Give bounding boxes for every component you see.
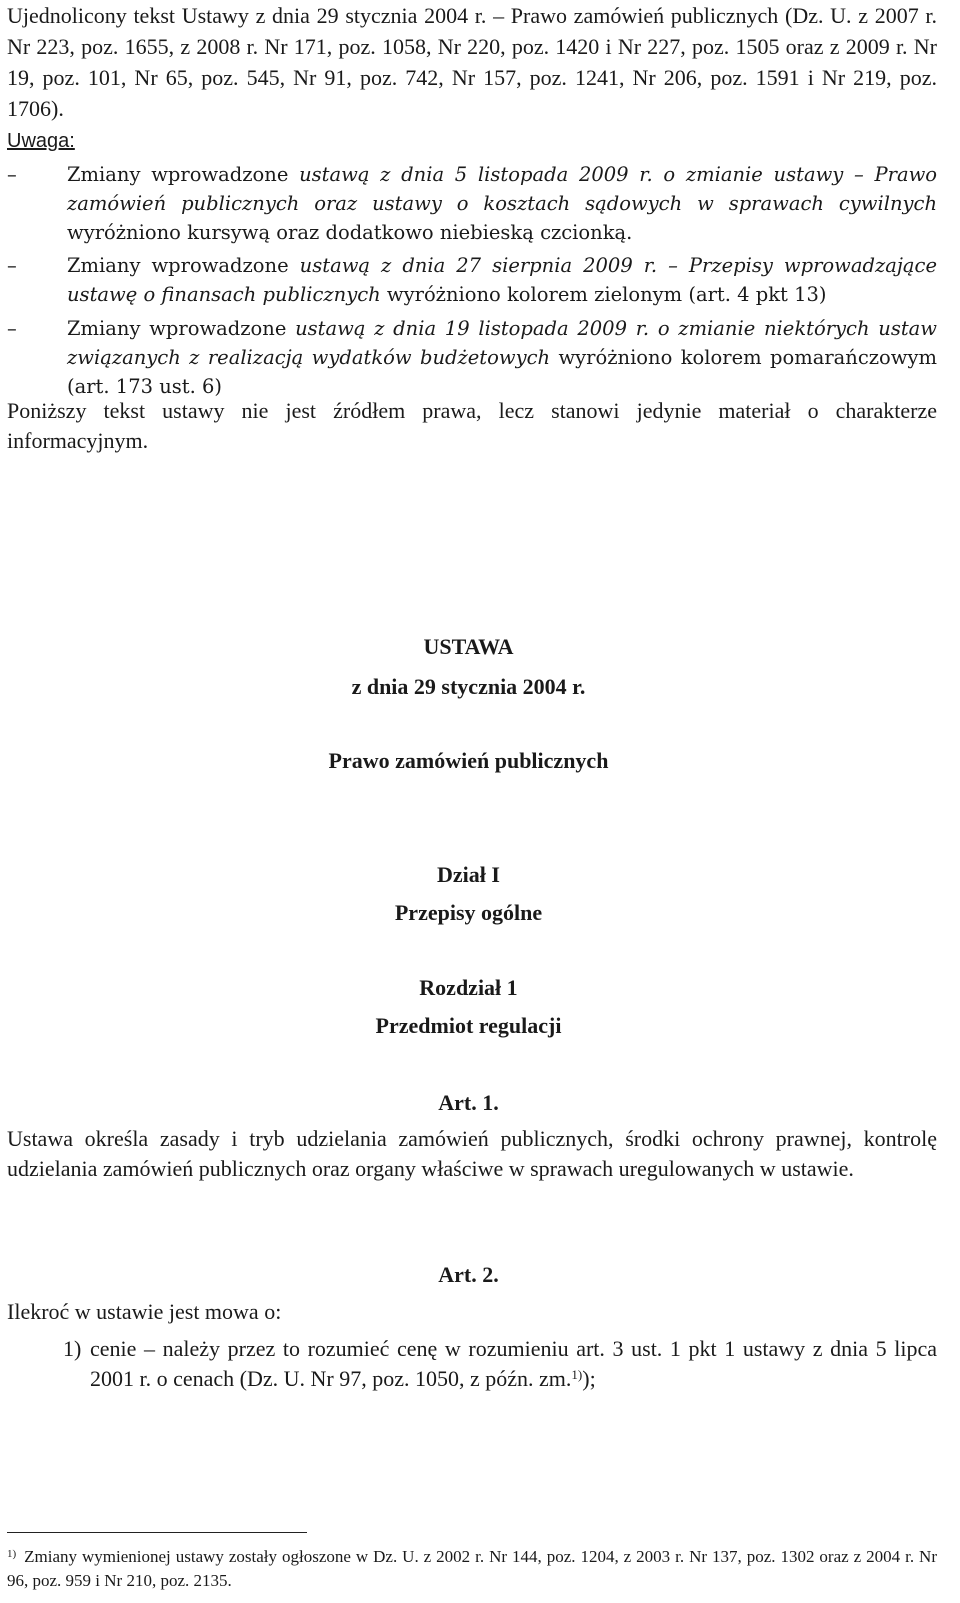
act-date: z dnia 29 stycznia 2004 r. bbox=[351, 674, 586, 699]
dash-marker: – bbox=[7, 317, 17, 340]
chapter-label: Rozdział 1 bbox=[419, 975, 518, 1000]
note-text: Zmiany wprowadzone bbox=[67, 254, 300, 277]
article-2-intro: Ilekroć w ustawie jest mowa o: bbox=[7, 1299, 282, 1324]
note-text: wyróżniono kolorem zielonym (art. 4 pkt 13) bbox=[380, 283, 827, 306]
note-item bbox=[7, 314, 937, 401]
dash-marker: – bbox=[7, 163, 17, 186]
note-text: wyróżniono kursywą oraz dodatkowo niebieską czcionką. bbox=[67, 221, 633, 244]
uwaga-label: Uwaga: bbox=[7, 130, 75, 152]
note-text: wyróżniono kolorem pomarańczowym (art. 173 ust. 6) bbox=[67, 346, 937, 398]
footnote-divider bbox=[7, 1532, 307, 1533]
division-label: Dział I bbox=[437, 862, 500, 887]
note-text: Zmiany wprowadzone bbox=[67, 317, 296, 340]
note-italic-text: ustawą z dnia 27 sierpnia 2009 r. – Przepisy wprowadzające ustawę o finansach publicznych bbox=[67, 254, 937, 306]
note-item bbox=[7, 251, 937, 309]
footnote bbox=[7, 1545, 937, 1593]
article-2-label: Art. 2. bbox=[438, 1262, 499, 1287]
dash-marker: – bbox=[7, 254, 17, 277]
chapter-title: Przedmiot regulacji bbox=[375, 1013, 562, 1038]
list-item-number: 1) bbox=[63, 1336, 82, 1361]
note-text: Zmiany wprowadzone bbox=[67, 163, 300, 186]
list-item-text-end: ); bbox=[582, 1366, 596, 1391]
division-title: Przepisy ogólne bbox=[394, 900, 543, 925]
note-italic-text: ustawą z dnia 5 listopada 2009 r. o zmianie ustawy – Prawo zamówień publicznych oraz ustawy o kosztach sądowych w sprawach cywilnych bbox=[67, 163, 937, 215]
footnote-reference[interactable]: 1) bbox=[571, 1367, 583, 1382]
disclaimer: Poniższy tekst ustawy nie jest źródłem prawa, lecz stanowi jedynie materiał o charakterze informacyjnym. bbox=[7, 398, 937, 453]
list-item-text: cenie – należy przez to rozumieć cenę w rozumieniu art. 3 ust. 1 pkt 1 ustawy z dnia 5 lipca 2001 r. o cenach (Dz. U. Nr 97, poz. 1050, z późn. zm. bbox=[90, 1336, 937, 1391]
document-intro: Ujednolicony tekst Ustawy z dnia 29 stycznia 2004 r. – Prawo zamówień publicznych (Dz. U. z 2007 r. Nr 223, poz. 1655, z 2008 r. Nr 171, poz. 1058, Nr 220, poz. 1420 i Nr 227, poz. 1505 oraz z 2009 r. Nr 19, poz. 101, Nr 65, poz. 545, Nr 91, poz. 742, Nr 157, poz. 1241, Nr 206, poz. 1591 i Nr 219, poz. 1706). bbox=[7, 3, 937, 121]
footnote-text: Zmiany wymienionej ustawy zostały ogłoszone w Dz. U. z 2002 r. Nr 144, poz. 1204, z 2003 r. Nr 137, poz. 1302 oraz z 2004 r. Nr 96, poz. 959 i Nr 210, poz. 2135. bbox=[7, 1547, 937, 1590]
footnote-mark: 1) bbox=[7, 1548, 17, 1560]
act-name: Prawo zamówień publicznych bbox=[328, 748, 609, 773]
article-1-text: Ustawa określa zasady i tryb udzielania zamówień publicznych, środki ochrony prawnej, kontrolę udzielania zamówień publicznych oraz organy właściwe w sprawach uregulowanych w ustawie. bbox=[7, 1126, 937, 1181]
note-italic-text: ustawą z dnia 19 listopada 2009 r. o zmianie niektórych ustaw związanych z realizacją wydatków budżetowych bbox=[67, 317, 937, 369]
list-item bbox=[63, 1334, 937, 1394]
act-title: USTAWA bbox=[423, 634, 514, 659]
note-item bbox=[7, 160, 937, 247]
article-1-label: Art. 1. bbox=[438, 1090, 499, 1115]
